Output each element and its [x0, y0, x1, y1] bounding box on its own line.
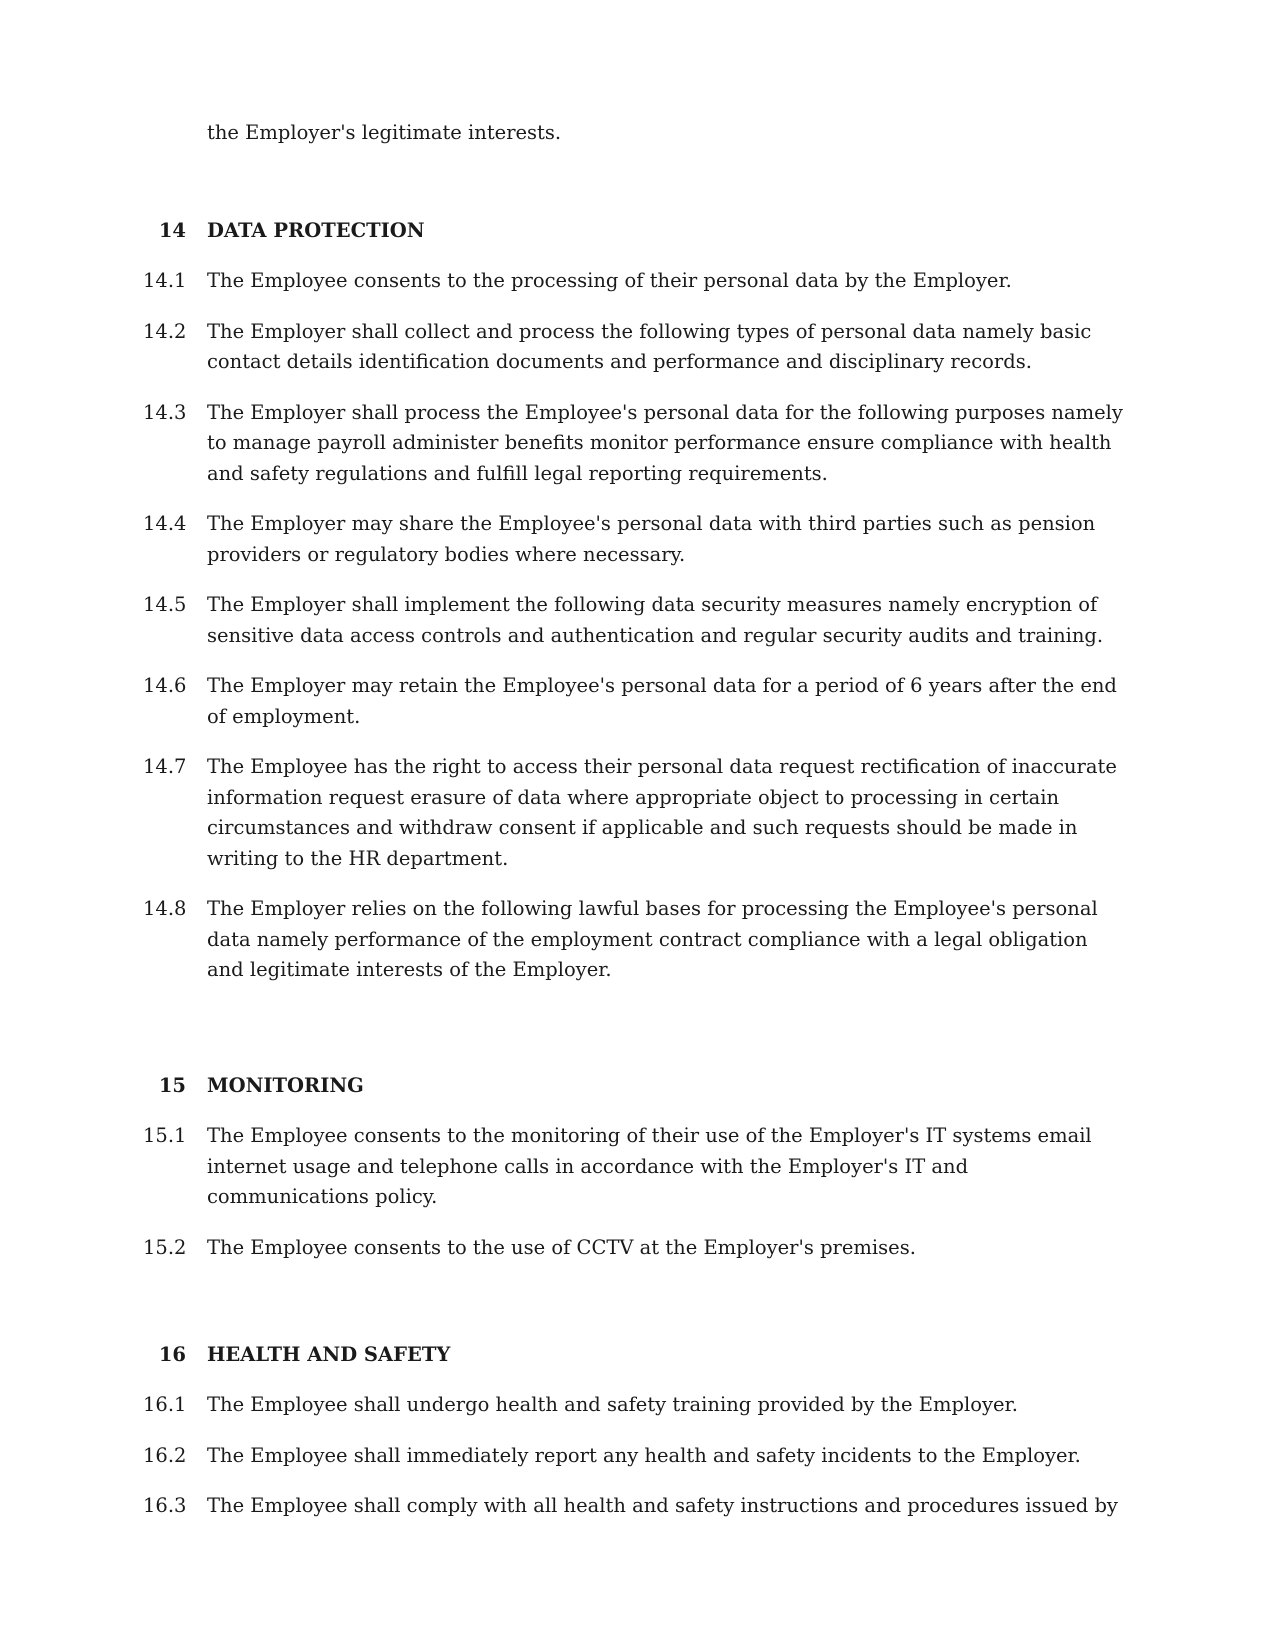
clause-number: 15.2	[143, 1235, 187, 1259]
clause-number: 14.1	[143, 269, 187, 292]
clause-number: 16.3	[143, 1494, 187, 1517]
section-number: 16	[158, 1343, 186, 1366]
clause	[0, 398, 1275, 490]
clause-number: 14.4	[143, 512, 187, 535]
clause	[0, 1390, 1275, 1421]
section-title: HEALTH AND SAFETY	[207, 1343, 451, 1366]
clause-number: 14.8	[143, 897, 187, 920]
clause-number: 14.2	[143, 319, 187, 343]
clause-number: 14.6	[143, 674, 187, 697]
clause-number: 14.5	[143, 593, 187, 616]
clause-text: The Employer relies on the following lawful bases for processing the Employee's personal data namely performance of the employment contract compliance with a legal obligation and legitimate interests of the Employer.	[207, 897, 1098, 981]
section-data-protection	[0, 216, 1275, 986]
section-title: DATA PROTECTION	[207, 219, 425, 242]
clause-text: The Employee consents to the processing of their personal data by the Employer.	[207, 269, 1012, 292]
clause-text: The Employee consents to the use of CCTV at the Employer's premises.	[207, 1235, 916, 1259]
section-title: MONITORING	[207, 1074, 364, 1097]
clause-text: The Employer may share the Employee's personal data with third parties such as pension providers or regulatory bodies where necessary.	[207, 512, 1096, 566]
clause-text: The Employee shall immediately report any health and safety incidents to the Employer.	[207, 1443, 1081, 1467]
clause	[0, 894, 1275, 986]
clause-text: The Employer shall collect and process the following types of personal data namely basic contact details identification documents and performance and disciplinary records.	[207, 319, 1092, 373]
section-heading	[0, 216, 1275, 246]
section-number: 14	[158, 219, 186, 242]
clause-number: 14.7	[143, 755, 187, 778]
clause	[0, 590, 1275, 651]
section-heading	[0, 1071, 1275, 1101]
clause-text: The Employee consents to the monitoring of their use of the Employer's IT systems email internet usage and telephone calls in accordance with the Employer's IT and communications policy.	[207, 1124, 1092, 1208]
clause	[0, 671, 1275, 732]
clause-text: The Employee has the right to access their personal data request rectification of inaccurate information request erasure of data where appropriate object to processing in certain circumstances and withdraw consent if applicable and such requests should be made in writing to the HR department.	[207, 755, 1117, 870]
section-monitoring	[0, 1071, 1275, 1263]
section-number: 15	[158, 1074, 186, 1097]
continuation-text: the Employer's legitimate interests.	[207, 121, 562, 144]
clause	[0, 1491, 1275, 1522]
clause-text: The Employee shall comply with all health and safety instructions and procedures issued by	[207, 1494, 1118, 1517]
clause-text: The Employer shall process the Employee's personal data for the following purposes namely to manage payroll administer benefits monitor performance ensure compliance with health and safety regulations and fulfill legal reporting requirements.	[207, 400, 1123, 485]
section-heading	[0, 1340, 1275, 1370]
clause-number: 16.2	[143, 1443, 187, 1467]
clause-text: The Employee shall undergo health and safety training provided by the Employer.	[207, 1393, 1018, 1416]
clause	[0, 266, 1275, 297]
clause-number: 15.1	[143, 1124, 187, 1147]
clause	[0, 752, 1275, 874]
clause	[0, 1233, 1275, 1264]
section-health-and-safety	[0, 1340, 1275, 1522]
clause	[0, 509, 1275, 570]
clause-number: 14.3	[143, 400, 187, 424]
clause	[0, 317, 1275, 378]
clause-text: The Employer may retain the Employee's personal data for a period of 6 years after the end of employment.	[207, 674, 1117, 728]
clause	[0, 1121, 1275, 1213]
clause-text: The Employer shall implement the following data security measures namely encryption of sensitive data access controls and authentication and regular security audits and training.	[207, 593, 1104, 647]
clause-number: 16.1	[143, 1393, 187, 1416]
clause	[0, 1441, 1275, 1472]
